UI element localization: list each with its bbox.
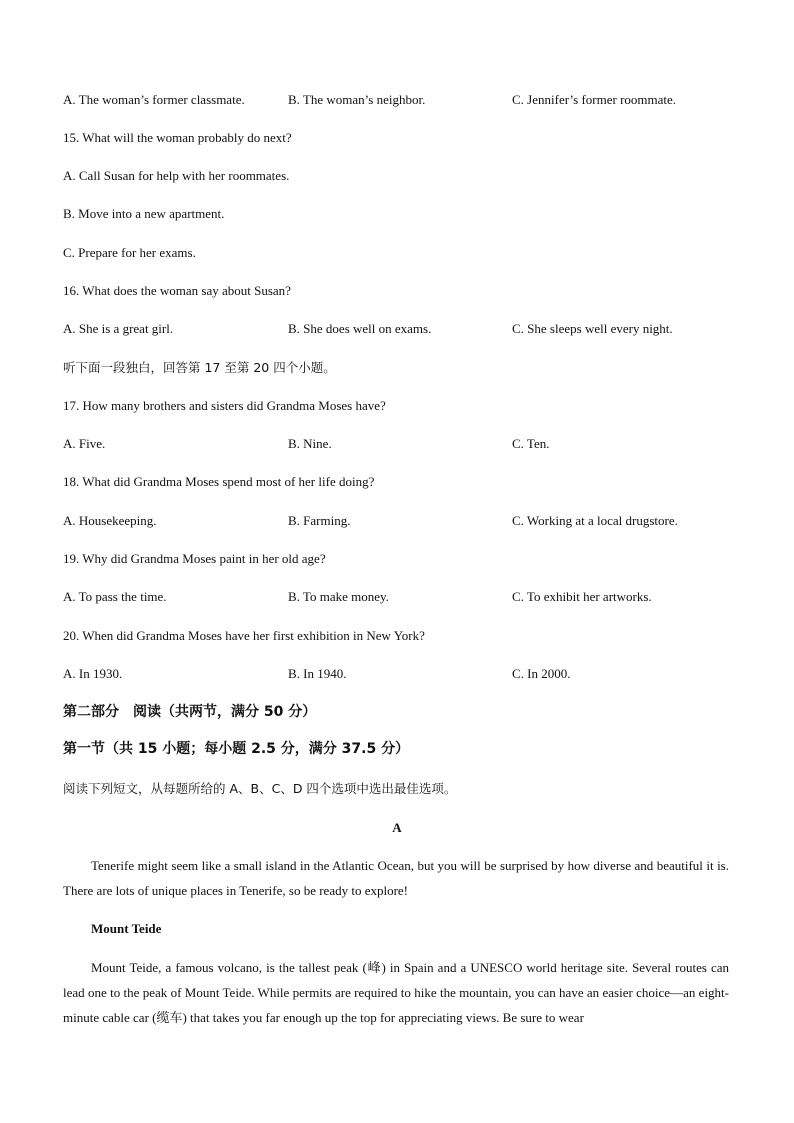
part2-heading: 第二部分 阅读（共两节，满分 50 分） <box>63 704 317 720</box>
q17-question: 17. How many brothers and sisters did Grandma Moses have? <box>63 398 386 413</box>
q14-option-b: B. The woman’s neighbor. <box>288 92 426 107</box>
q20-option-b: B. In 1940. <box>288 666 347 681</box>
q17-option-a: A. Five. <box>63 436 106 451</box>
q18-option-b: B. Farming. <box>288 513 351 528</box>
passage-paragraph-mount-teide: Mount Teide, a famous volcano, is the tallest peak (峰) in Spain and a UNESCO world heritage site. Several routes can lead one to the peak of Mount Teide. While permits are required to hike the mountain, you can have an easier choice—an eight-minute cable car (缆车) that takes you far enough up the top for appreciating views. Be sure to wear <box>63 960 729 1025</box>
monologue-instruction: 听下面一段独白，回答第 17 至第 20 四个小题。 <box>63 360 336 375</box>
q17-option-c: C. Ten. <box>512 436 550 451</box>
q16-option-c: C. She sleeps well every night. <box>512 321 673 336</box>
q15-question: 15. What will the woman probably do next? <box>63 130 292 145</box>
q20-option-c: C. In 2000. <box>512 666 571 681</box>
q17-option-b: B. Nine. <box>288 436 332 451</box>
passage-paragraph-intro: Tenerife might seem like a small island in the Atlantic Ocean, but you will be surprised by how diverse and beautiful it is. There are lots of unique places in Tenerife, so be ready to explore! <box>63 858 729 898</box>
q20-question: 20. When did Grandma Moses have her first exhibition in New York? <box>63 628 425 643</box>
section1-heading: 第一节（共 15 小题；每小题 2.5 分，满分 37.5 分） <box>63 741 410 757</box>
subheading-mount-teide: Mount Teide <box>91 921 162 936</box>
q18-question: 18. What did Grandma Moses spend most of her life doing? <box>63 474 375 489</box>
passage-label: A <box>392 820 402 835</box>
q16-question: 16. What does the woman say about Susan? <box>63 283 291 298</box>
q18-option-a: A. Housekeeping. <box>63 513 157 528</box>
q15-option-a: A. Call Susan for help with her roommates. <box>63 168 290 183</box>
q19-option-b: B. To make money. <box>288 589 389 604</box>
q16-option-a: A. She is a great girl. <box>63 321 174 336</box>
q14-option-c: C. Jennifer’s former roommate. <box>512 92 677 107</box>
q18-option-c: C. Working at a local drugstore. <box>512 513 678 528</box>
q15-option-c: C. Prepare for her exams. <box>63 245 196 260</box>
q19-option-a: A. To pass the time. <box>63 589 167 604</box>
q20-option-a: A. In 1930. <box>63 666 123 681</box>
q14-option-a: A. The woman’s former classmate. <box>63 92 245 107</box>
q15-option-b: B. Move into a new apartment. <box>63 206 225 221</box>
q19-question: 19. Why did Grandma Moses paint in her old age? <box>63 551 326 566</box>
q19-option-c: C. To exhibit her artworks. <box>512 589 652 604</box>
q16-option-b: B. She does well on exams. <box>288 321 432 336</box>
reading-instruction: 阅读下列短文，从每题所给的 A、B、C、D 四个选项中选出最佳选项。 <box>63 781 457 796</box>
